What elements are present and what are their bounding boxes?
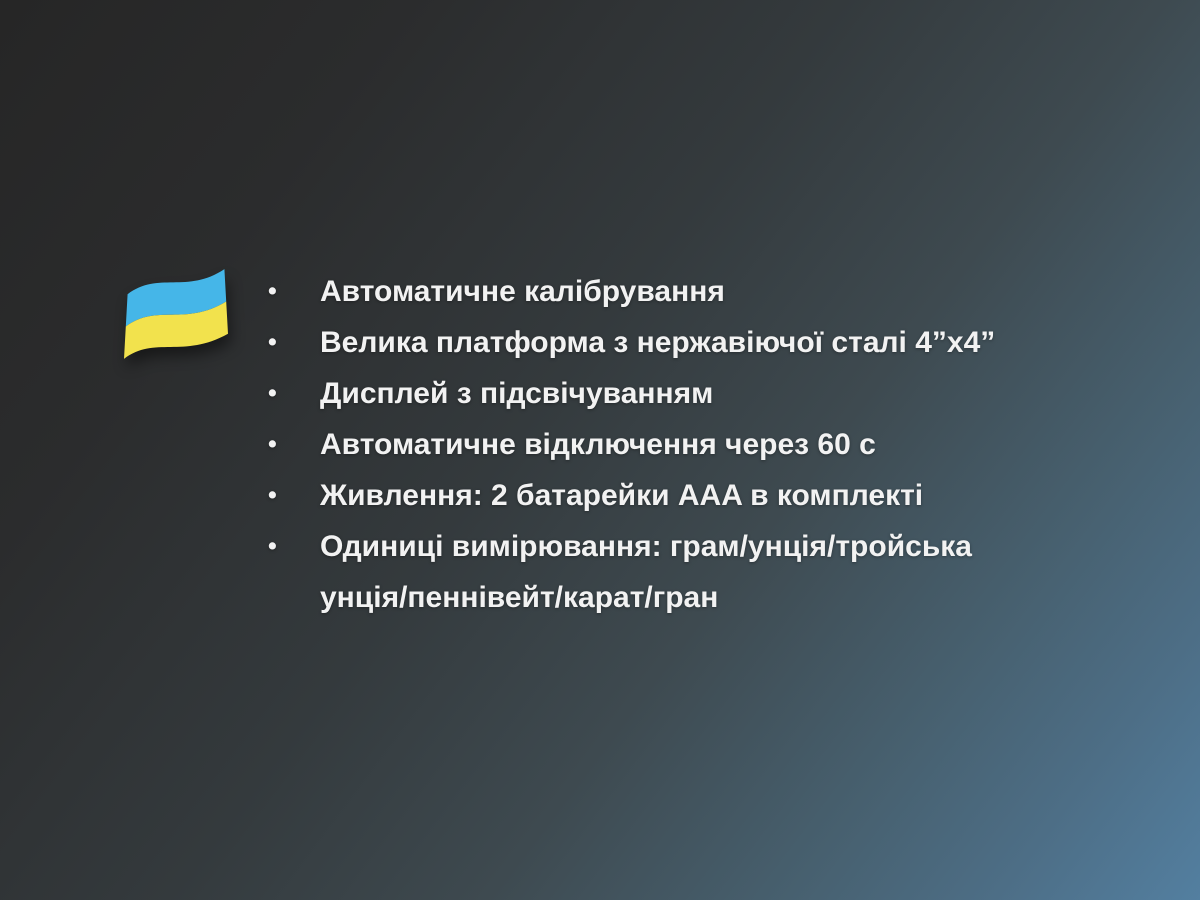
ukraine-flag-icon bbox=[120, 262, 232, 366]
list-item-text: Автоматичне відключення через 60 с bbox=[320, 428, 876, 461]
bullet-dot: • bbox=[268, 481, 277, 509]
bullet-dot: • bbox=[268, 430, 277, 458]
list-item bbox=[262, 521, 1034, 623]
bullet-dot: • bbox=[268, 532, 277, 560]
list-item-text: Живлення: 2 батарейки AAA в комплекті bbox=[320, 479, 924, 512]
list-item bbox=[262, 470, 1034, 521]
feature-list bbox=[262, 266, 1034, 623]
list-item bbox=[262, 368, 1034, 419]
list-item-text: Одиниці вимірювання: грам/унція/тройська унція/пеннівейт/карат/гран bbox=[320, 530, 972, 614]
bullet-dot: • bbox=[268, 379, 277, 407]
bullet-dot: • bbox=[268, 328, 277, 356]
list-item bbox=[262, 317, 1034, 368]
list-item-text: Велика платформа з нержавіючої сталі 4”х4” bbox=[320, 326, 996, 359]
list-item bbox=[262, 266, 1034, 317]
list-item-text: Дисплей з підсвічуванням bbox=[320, 377, 714, 410]
bullet-dot: • bbox=[268, 277, 277, 305]
list-item bbox=[262, 419, 1034, 470]
list-item-text: Автоматичне калібрування bbox=[320, 275, 725, 308]
